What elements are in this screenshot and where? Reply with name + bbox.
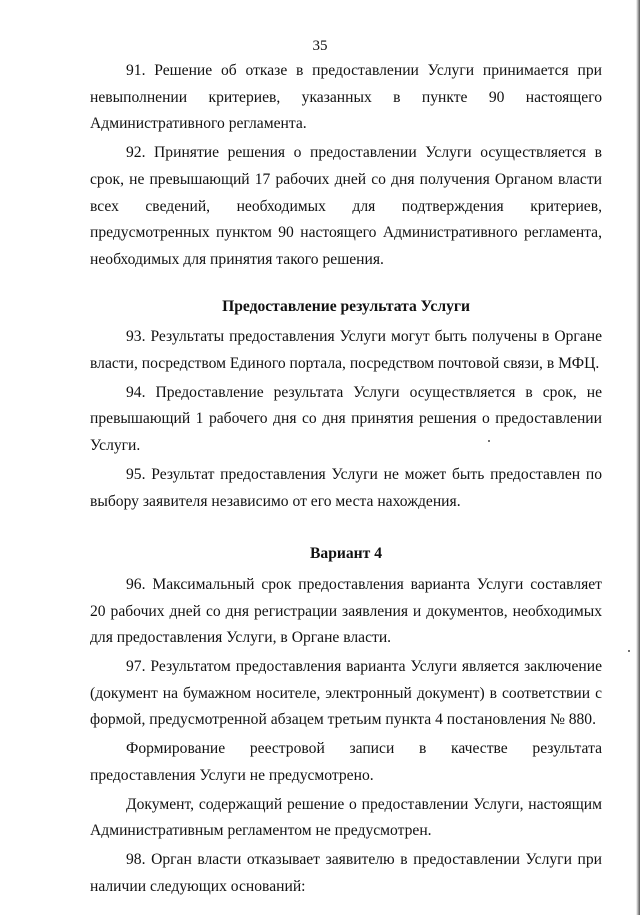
paragraph-97: 97. Результатом предоставления варианта Услуги является заключение (документ на бумажном носителе, электронный документ) в соответствии с формой, предусмотренной абзацем третьим пункта 4 постановления № 880. [90,658,602,729]
scan-edge-shadow [636,0,640,915]
paragraph-95: 95. Результат предоставления Услуги не может быть предоставлен по выбору заявителя независимо от его места нахождения. [90,465,602,510]
section-heading-variant-4: Вариант 4 [310,545,382,563]
scan-speck [628,650,630,652]
paragraph-93: 93. Результаты предоставления Услуги могут быть получены в Органе власти, посредством Единого портала, посредством почтовой связи, в МФЦ. [90,328,602,373]
paragraph-97-registry: Формирование реестровой записи в качестве результата предоставления Услуги не предусмотрено. [90,740,602,784]
paragraph-92: 92. Принятие решения о предоставлении Услуги осуществляется в срок, не превышающий 17 рабочих дней со дня получения Органом власти всех сведений, необходимых для подтверждения критериев, предусмотренных пунктом 90 настоящего Административного регламента, необходимых для принятия такого решения. [90,144,602,268]
scan-speck [488,440,490,442]
document-body [90,58,602,902]
section-heading-result: Предоставление результата Услуги [222,297,470,315]
paragraph-98: 98. Орган власти отказывает заявителю в предоставлении Услуги при наличии следующих оснований: [90,850,602,895]
paragraph-97-document: Документ, содержащий решение о предоставлении Услуги, настоящим Административным регламентом не предусмотрен. [90,795,602,840]
paragraph-94: 94. Предоставление результата Услуги осуществляется в срок, не превышающий 1 рабочего дня со дня принятия решения о предоставлении Услуги. [90,383,602,455]
page-number: 35 [312,38,328,54]
paragraph-96: 96. Максимальный срок предоставления варианта Услуги составляет 20 рабочих дней со дня регистрации заявления и документов, необходимых для предоставления Услуги, в Органе власти. [90,575,602,647]
paragraph-91: 91. Решение об отказе в предоставлении Услуги принимается при невыполнении критериев, указанных в пункте 90 настоящего Административного регламента. [90,62,602,133]
